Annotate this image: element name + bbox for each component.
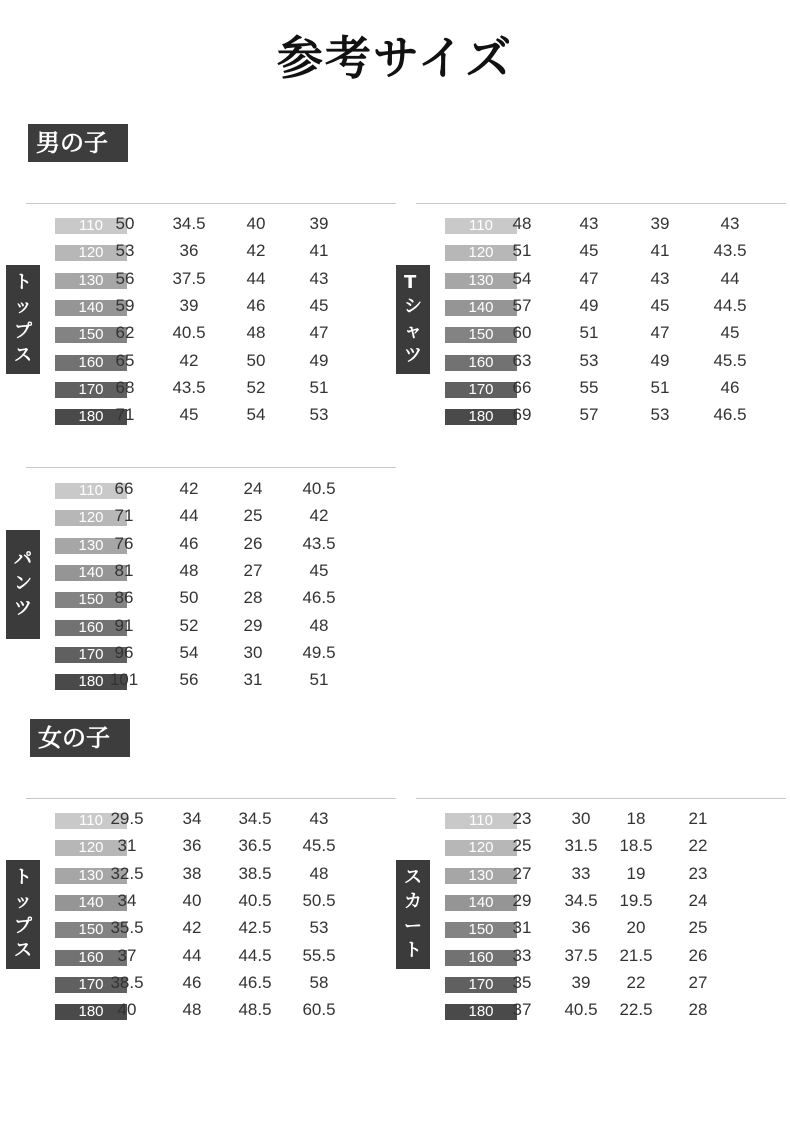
- size-chip: 170: [55, 977, 127, 993]
- table-row: [55, 586, 395, 613]
- size-chip: 140: [445, 300, 517, 316]
- table-cell: 45: [179, 405, 199, 425]
- category-label-pants: [6, 530, 40, 639]
- table-row: [445, 403, 785, 430]
- table-cell: 50.5: [302, 890, 336, 910]
- size-chip: 170: [445, 977, 517, 993]
- table-cell: 53: [115, 241, 135, 261]
- table-cell: 41: [650, 241, 670, 261]
- table-cell: 34.5: [564, 890, 598, 910]
- table-cell: 49.5: [302, 642, 336, 662]
- table-cell: 31.5: [564, 836, 598, 856]
- size-chip: 180: [55, 674, 127, 690]
- table-cell: 76: [114, 533, 134, 553]
- table-cell: 34: [117, 890, 137, 910]
- table-cell: 71: [114, 506, 134, 526]
- table-row: [55, 944, 395, 971]
- table-divider: [26, 798, 396, 799]
- table-row: [445, 998, 785, 1025]
- table-cell: 48: [182, 1000, 202, 1020]
- table-cell: 57: [579, 405, 599, 425]
- table-row: [55, 504, 395, 531]
- table-cell: 43: [309, 268, 329, 288]
- table-cell: 66: [114, 479, 134, 498]
- table-cell: 41: [309, 241, 329, 261]
- table-cell: 26: [688, 945, 708, 965]
- category-label-text: ト ッ プ ス: [14, 866, 32, 961]
- table-row: [445, 862, 785, 889]
- size-chip: 120: [55, 840, 127, 856]
- size-chip: 130: [55, 273, 127, 289]
- table-cell: 39: [571, 972, 591, 992]
- table-cell: 34.5: [238, 809, 272, 828]
- table-cell: 50: [179, 588, 199, 608]
- boys-section-label: 男の子: [28, 124, 128, 162]
- size-chip: 120: [55, 245, 127, 261]
- size-chip: 160: [55, 620, 127, 636]
- size-chip: 160: [445, 950, 517, 966]
- table-row: [55, 834, 395, 861]
- table-cell: 22: [688, 836, 708, 856]
- table-cell: 51: [650, 377, 670, 397]
- table-cell: 31: [243, 670, 263, 690]
- table-cell: 24: [688, 890, 708, 910]
- table-cell: 46: [246, 295, 266, 315]
- table-cell: 40: [246, 214, 266, 233]
- table-cell: 45: [309, 295, 329, 315]
- table-cell: 36: [179, 241, 199, 261]
- table-cell: 21.5: [619, 945, 653, 965]
- table-cell: 44: [182, 945, 202, 965]
- table-row: [55, 862, 395, 889]
- table-cell: 43: [720, 214, 740, 233]
- table-row: [55, 889, 395, 916]
- table-row: [55, 559, 395, 586]
- table-cell: 37: [512, 1000, 532, 1020]
- table-cell: 65: [115, 350, 135, 370]
- table-cell: 33: [512, 945, 532, 965]
- table-cell: 40.5: [238, 890, 272, 910]
- table-cell: 46: [720, 377, 740, 397]
- table-row: [55, 916, 395, 943]
- size-chip: 130: [55, 538, 127, 554]
- table-cell: 101: [109, 670, 139, 690]
- table-cell: 53: [309, 918, 329, 938]
- table-cell: 43: [579, 214, 599, 233]
- category-label-text: ト ッ プ ス: [14, 271, 32, 366]
- table-cell: 44.5: [238, 945, 272, 965]
- table-cell: 44: [720, 268, 740, 288]
- table-cell: 50: [115, 214, 135, 233]
- category-label-tshirt: [396, 265, 430, 374]
- table-cell: 50: [246, 350, 266, 370]
- table-cell: 38: [182, 863, 202, 883]
- table-cell: 23: [688, 863, 708, 883]
- table-cell: 29.5: [110, 809, 144, 828]
- table-row: [445, 239, 785, 266]
- table-cell: 45: [309, 560, 329, 580]
- table-cell: 48: [309, 615, 329, 635]
- table-cell: 62: [115, 323, 135, 343]
- table-cell: 36.5: [238, 836, 272, 856]
- table-row: [445, 294, 785, 321]
- table-cell: 49: [650, 350, 670, 370]
- page-title: 参考サイズ: [276, 31, 514, 85]
- table-cell: 86: [114, 588, 134, 608]
- table-cell: 48.5: [238, 1000, 272, 1020]
- table-cell: 30: [243, 642, 263, 662]
- table-cell: 42: [309, 506, 329, 526]
- table-cell: 44: [246, 268, 266, 288]
- table-divider: [26, 203, 396, 204]
- size-chip: 120: [445, 840, 517, 856]
- table-cell: 18: [626, 809, 646, 828]
- table-cell: 68: [115, 377, 135, 397]
- table-cell: 54: [246, 405, 266, 425]
- size-chip: 180: [445, 1004, 517, 1020]
- table-cell: 36: [571, 918, 591, 938]
- table-cell: 59: [115, 295, 135, 315]
- size-chip: 140: [55, 300, 127, 316]
- table-cell: 27: [512, 863, 532, 883]
- table-cell: 23: [512, 809, 532, 828]
- size-chip: 130: [445, 273, 517, 289]
- table-cell: 54: [512, 268, 532, 288]
- table-cell: 42: [182, 918, 202, 938]
- table-row: [55, 294, 395, 321]
- size-chip: 130: [445, 868, 517, 884]
- table-cell: 40.5: [302, 479, 336, 498]
- table-cell: 45: [579, 241, 599, 261]
- table-cell: 24: [243, 479, 263, 498]
- table-divider: [416, 798, 786, 799]
- table-cell: 43.5: [713, 241, 747, 261]
- table-cell: 46.5: [302, 588, 336, 608]
- table-cell: 47: [579, 268, 599, 288]
- table-cell: 36: [182, 836, 202, 856]
- category-label-text: パ ン ツ: [14, 549, 32, 619]
- size-chip: 140: [55, 895, 127, 911]
- category-label-tops: [6, 265, 40, 374]
- table-row: [55, 376, 395, 403]
- table-cell: 42: [246, 241, 266, 261]
- table-cell: 42.5: [238, 918, 272, 938]
- table-cell: 40.5: [564, 1000, 598, 1020]
- size-chip: 160: [55, 355, 127, 371]
- table-cell: 40: [117, 1000, 137, 1020]
- table-cell: 49: [309, 350, 329, 370]
- table-cell: 96: [114, 642, 134, 662]
- size-chip: 140: [445, 895, 517, 911]
- size-chip: 180: [55, 1004, 127, 1020]
- category-label-skirt: [396, 860, 430, 969]
- category-label-text: ス カ ー ト: [404, 866, 422, 961]
- table-cell: 25: [243, 506, 263, 526]
- table-cell: 22.5: [619, 1000, 653, 1020]
- table-row: [445, 971, 785, 998]
- table-cell: 43: [650, 268, 670, 288]
- size-chip: 140: [55, 565, 127, 581]
- table-cell: 28: [243, 588, 263, 608]
- table-row: [445, 376, 785, 403]
- table-cell: 22: [626, 972, 646, 992]
- size-chip: 150: [445, 327, 517, 343]
- table-cell: 39: [309, 214, 329, 233]
- table-cell: 33: [571, 863, 591, 883]
- table-cell: 44: [179, 506, 199, 526]
- size-chip: 110: [55, 218, 127, 234]
- table-row: [55, 267, 395, 294]
- table-cell: 53: [309, 405, 329, 425]
- table-cell: 19.5: [619, 890, 653, 910]
- size-chip: 170: [55, 647, 127, 663]
- size-chip: 130: [55, 868, 127, 884]
- table-row: [445, 807, 785, 834]
- table-row: [55, 971, 395, 998]
- table-cell: 91: [114, 615, 134, 635]
- table-cell: 54: [179, 642, 199, 662]
- table-cell: 39: [179, 295, 199, 315]
- table-cell: 55.5: [302, 945, 336, 965]
- table-cell: 35.5: [110, 918, 144, 938]
- table-cell: 58: [309, 972, 329, 992]
- table-row: [55, 321, 395, 348]
- table-cell: 34: [182, 809, 202, 828]
- table-row: [55, 998, 395, 1025]
- table-cell: 51: [579, 323, 599, 343]
- table-cell: 60.5: [302, 1000, 336, 1020]
- table-cell: 51: [512, 241, 532, 261]
- table-cell: 55: [579, 377, 599, 397]
- table-cell: 31: [512, 918, 532, 938]
- table-row: [445, 349, 785, 376]
- table-cell: 43.5: [302, 533, 336, 553]
- size-chip: 110: [445, 813, 517, 829]
- table-row: [55, 668, 395, 695]
- table-cell: 45: [720, 323, 740, 343]
- table-cell: 37.5: [172, 268, 206, 288]
- table-cell: 51: [309, 670, 329, 690]
- table-cell: 42: [179, 479, 199, 498]
- table-row: [55, 349, 395, 376]
- table-cell: 44.5: [713, 295, 747, 315]
- table-cell: 48: [309, 863, 329, 883]
- size-chip: 120: [445, 245, 517, 261]
- table-cell: 34.5: [172, 214, 206, 233]
- table-cell: 52: [246, 377, 266, 397]
- table-cell: 38.5: [110, 972, 144, 992]
- table-row: [445, 321, 785, 348]
- table-cell: 66: [512, 377, 532, 397]
- table-cell: 46.5: [713, 405, 747, 425]
- table-cell: 47: [309, 323, 329, 343]
- size-chip: 180: [445, 409, 517, 425]
- table-row: [445, 916, 785, 943]
- size-chip: 150: [55, 922, 127, 938]
- table-row: [55, 477, 395, 504]
- table-row: [55, 212, 395, 239]
- table-cell: 71: [115, 405, 135, 425]
- table-cell: 47: [650, 323, 670, 343]
- table-cell: 39: [650, 214, 670, 233]
- table-cell: 81: [114, 560, 134, 580]
- table-cell: 38.5: [238, 863, 272, 883]
- table-row: [55, 403, 395, 430]
- table-divider: [416, 203, 786, 204]
- table-cell: 69: [512, 405, 532, 425]
- table-cell: 51: [309, 377, 329, 397]
- size-chip: 110: [55, 483, 127, 499]
- table-cell: 35: [512, 972, 532, 992]
- table-cell: 43: [309, 809, 329, 828]
- table-row: [445, 834, 785, 861]
- table-cell: 32.5: [110, 863, 144, 883]
- category-label-tops: [6, 860, 40, 969]
- size-chip: 160: [55, 950, 127, 966]
- table-cell: 21: [688, 809, 708, 828]
- table-cell: 37: [117, 945, 137, 965]
- table-cell: 48: [246, 323, 266, 343]
- table-cell: 25: [512, 836, 532, 856]
- table-cell: 60: [512, 323, 532, 343]
- table-cell: 53: [579, 350, 599, 370]
- table-cell: 56: [115, 268, 135, 288]
- size-chip: 160: [445, 355, 517, 371]
- table-cell: 18.5: [619, 836, 653, 856]
- table-cell: 40: [182, 890, 202, 910]
- size-chip: 150: [55, 327, 127, 343]
- table-row: [445, 212, 785, 239]
- category-label-text: T シ ャ ツ: [404, 271, 422, 366]
- table-row: [55, 532, 395, 559]
- table-cell: 27: [688, 972, 708, 992]
- size-chip: 180: [55, 409, 127, 425]
- table-divider: [26, 467, 396, 468]
- table-cell: 57: [512, 295, 532, 315]
- size-chip: 150: [445, 922, 517, 938]
- table-cell: 42: [179, 350, 199, 370]
- table-cell: 53: [650, 405, 670, 425]
- table-cell: 63: [512, 350, 532, 370]
- table-cell: 28: [688, 1000, 708, 1020]
- table-cell: 48: [179, 560, 199, 580]
- table-row: [55, 239, 395, 266]
- table-row: [55, 614, 395, 641]
- table-cell: 19: [626, 863, 646, 883]
- size-chip: 110: [445, 218, 517, 234]
- table-cell: 52: [179, 615, 199, 635]
- table-cell: 20: [626, 918, 646, 938]
- table-cell: 40.5: [172, 323, 206, 343]
- table-cell: 45: [650, 295, 670, 315]
- table-cell: 29: [243, 615, 263, 635]
- size-chip: 170: [445, 382, 517, 398]
- table-cell: 45.5: [713, 350, 747, 370]
- table-cell: 46: [179, 533, 199, 553]
- table-cell: 37.5: [564, 945, 598, 965]
- table-cell: 48: [512, 214, 532, 233]
- size-chip: 110: [55, 813, 127, 829]
- table-cell: 46: [182, 972, 202, 992]
- table-row: [445, 267, 785, 294]
- table-cell: 25: [688, 918, 708, 938]
- size-chip: 150: [55, 592, 127, 608]
- table-row: [55, 807, 395, 834]
- table-cell: 26: [243, 533, 263, 553]
- table-row: [445, 944, 785, 971]
- table-cell: 43.5: [172, 377, 206, 397]
- table-cell: 46.5: [238, 972, 272, 992]
- table-cell: 27: [243, 560, 263, 580]
- table-row: [445, 889, 785, 916]
- table-cell: 31: [117, 836, 137, 856]
- size-chip: 120: [55, 510, 127, 526]
- table-cell: 30: [571, 809, 591, 828]
- table-row: [55, 641, 395, 668]
- table-cell: 29: [512, 890, 532, 910]
- table-cell: 45.5: [302, 836, 336, 856]
- table-cell: 56: [179, 670, 199, 690]
- size-chip: 170: [55, 382, 127, 398]
- girls-section-label: 女の子: [30, 719, 130, 757]
- table-cell: 49: [579, 295, 599, 315]
